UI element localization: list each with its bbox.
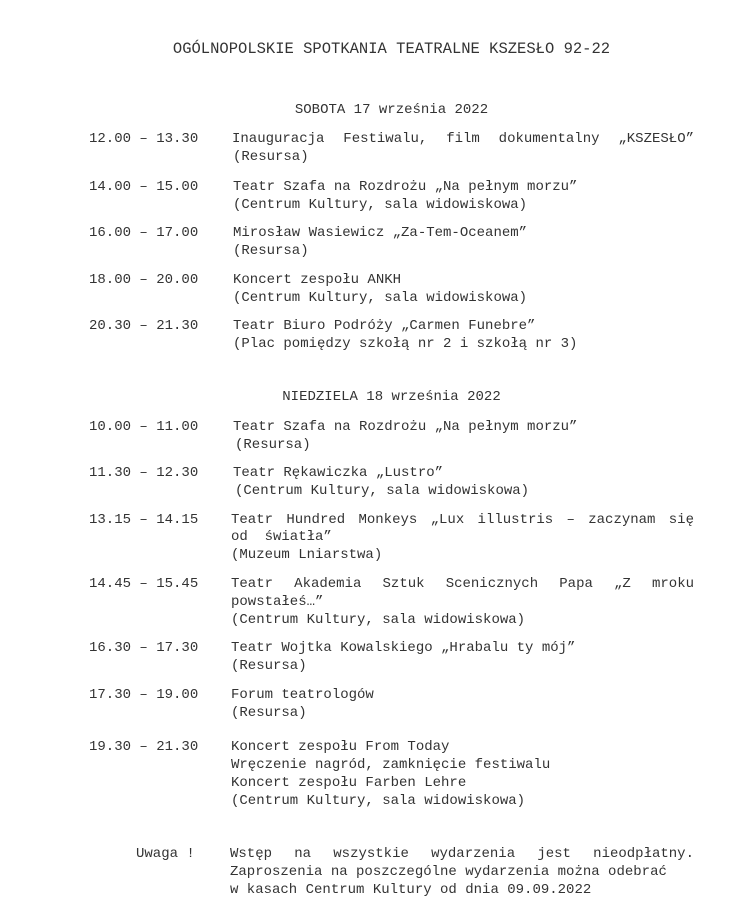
event-time: 14.45 – 15.45 <box>89 576 199 592</box>
event-venue: (Resursa) <box>233 243 309 259</box>
event-title: Teatr Biuro Podróży „Carmen Funebre” <box>233 318 536 334</box>
event-time: 11.30 – 12.30 <box>89 465 199 481</box>
event-time: 18.00 – 20.00 <box>89 272 199 288</box>
event-time: 12.00 – 13.30 <box>89 131 199 147</box>
day-heading-saturday: SOBOTA 17 września 2022 <box>294 102 489 118</box>
note-line: Wstęp na wszystkie wydarzenia jest nieodpłatny. <box>230 846 694 862</box>
event-time: 16.00 – 17.00 <box>89 225 199 241</box>
event-time: 13.15 – 14.15 <box>89 512 199 528</box>
event-title: Teatr Akademia Sztuk Scenicznych Papa „Z mroku <box>231 576 694 592</box>
event-title-cont: powstałeś…” <box>231 594 324 610</box>
event-venue: (Resursa) <box>231 705 307 721</box>
event-venue: (Plac pomiędzy szkołą nr 2 i szkołą nr 3) <box>233 336 578 352</box>
event-venue: (Resursa) <box>233 149 309 165</box>
event-title: Inauguracja Festiwalu, film dokumentalny „KSZESŁO” <box>232 131 694 147</box>
page-title: OGÓLNOPOLSKIE SPOTKANIA TEATRALNE KSZESŁO 92-22 <box>172 40 611 58</box>
event-title: Teatr Rękawiczka „Lustro” <box>233 465 444 481</box>
event-venue: (Resursa) <box>231 658 307 674</box>
note-label: Uwaga ! <box>136 846 195 862</box>
event-venue: (Centrum Kultury, sala widowiskowa) <box>231 612 526 628</box>
event-title: Forum teatrologów <box>231 687 374 703</box>
event-time: 17.30 – 19.00 <box>89 687 199 703</box>
event-title-cont: Wręczenie nagród, zamknięcie festiwalu <box>231 757 551 773</box>
event-venue: (Centrum Kultury, sala widowiskowa) <box>231 793 526 809</box>
event-title: Teatr Szafa na Rozdrożu „Na pełnym morzu” <box>233 179 578 195</box>
event-venue: (Resursa) <box>235 437 311 453</box>
note-line: w kasach Centrum Kultury od dnia 09.09.2022 <box>230 882 592 898</box>
event-title-cont: od światła” <box>231 529 332 545</box>
event-venue: (Centrum Kultury, sala widowiskowa) <box>235 483 530 499</box>
event-title-cont: Koncert zespołu Farben Lehre <box>231 775 467 791</box>
event-title: Koncert zespołu From Today <box>231 739 450 755</box>
event-title: Mirosław Wasiewicz „Za-Tem-Oceanem” <box>233 225 528 241</box>
event-title: Koncert zespołu ANKH <box>233 272 402 288</box>
event-venue: (Centrum Kultury, sala widowiskowa) <box>233 197 528 213</box>
event-title: Teatr Szafa na Rozdrożu „Na pełnym morzu” <box>233 419 578 435</box>
event-time: 19.30 – 21.30 <box>89 739 199 755</box>
day-heading-sunday: NIEDZIELA 18 września 2022 <box>282 389 501 405</box>
event-time: 10.00 – 11.00 <box>89 419 199 435</box>
event-time: 20.30 – 21.30 <box>89 318 199 334</box>
event-title: Teatr Wojtka Kowalskiego „Hrabalu ty mój” <box>231 640 576 656</box>
event-venue: (Muzeum Lniarstwa) <box>231 547 383 563</box>
note-line: Zaproszenia na poszczególne wydarzenia można odebrać <box>230 864 667 880</box>
event-time: 14.00 – 15.00 <box>89 179 199 195</box>
event-venue: (Centrum Kultury, sala widowiskowa) <box>233 290 528 306</box>
event-time: 16.30 – 17.30 <box>89 640 199 656</box>
event-title: Teatr Hundred Monkeys „Lux illustris – zaczynam się <box>231 512 694 528</box>
